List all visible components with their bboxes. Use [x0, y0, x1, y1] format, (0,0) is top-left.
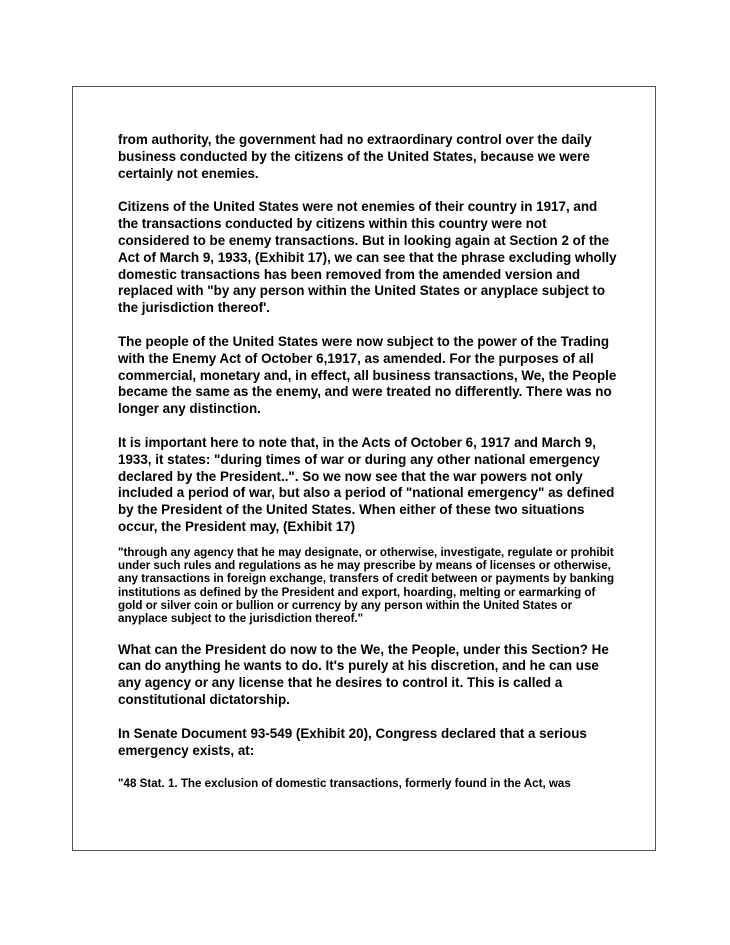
quote-president-powers: "through any agency that he may designate, or otherwise, investigate, regulate or prohibit under such rules and regulations as he may prescribe by means of licenses or otherwise, any transactions in foreign exchange, transfers of credit between or payments by banking institutions as defined by the President and export, hoarding, melting or earmarking of gold or silver coin or bullion or currency by any person within the United States or anyplace subject to the jurisdiction thereof." [118, 545, 615, 626]
paragraph-citizens-not-enemies: Citizens of the United States were not enemies of their country in 1917, and the transactions conducted by citizens within this country were not considered to be enemy transactions. But in looking again at Section 2 of the Act of March 9, 1933, (Exhibit 17), we can see that the phrase excluding wholly domestic transactions has been removed from the amended version and replaced with "by any person within the United States or anyplace subject to the jurisdiction thereof'. [118, 199, 617, 316]
paragraph-constitutional-dictatorship: What can the President do now to the We, the People, under this Section? He can do anything he wants to do. It's purely at his discretion, and he can use any agency or any license that he desires to control it. This is called a constitutional dictatorship. [118, 641, 609, 707]
paragraph-senate-document: In Senate Document 93-549 (Exhibit 20), Congress declared that a serious emergency exists, at: [118, 725, 587, 758]
paragraph-subject-to-power: The people of the United States were now subject to the power of the Trading with the Enemy Act of October 6,1917, as amended. For the purposes of all commercial, monetary and, in effect, all business transactions, We, the People became the same as the enemy, and were treated no differently. There was no longer any distinction. [118, 333, 617, 417]
document-body [118, 132, 618, 807]
paragraph-national-emergency: It is important here to note that, in the Acts of October 6, 1917 and March 9, 1933, it states: "during times of war or during any other national emergency declared by the President..". So we now see that the war powers not only included a period of war, but also a period of "national emergency" as defined by the President of the United States. When either of these two situations occur, the President may, (Exhibit 17) [118, 434, 615, 534]
paragraph-authority: from authority, the government had no extraordinary control over the daily business conducted by the citizens of the United States, because we were certainly not enemies. [118, 132, 592, 181]
quote-48-stat: "48 Stat. 1. The exclusion of domestic transactions, formerly found in the Act, was [118, 777, 571, 791]
